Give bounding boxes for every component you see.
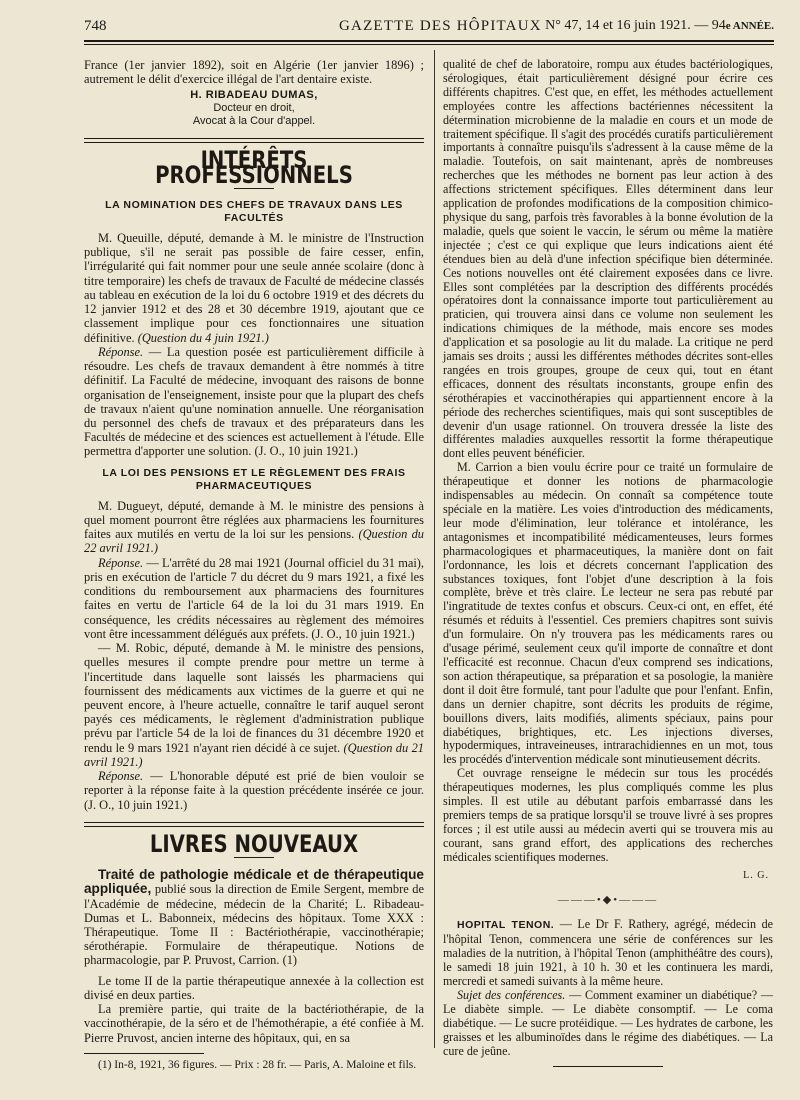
signature-line2: Avocat à la Cour d'appel.: [192, 115, 316, 128]
review-paragraph-2: M. Carrion a bien voulu écrire pour ce traité un formulaire de thérapeutique et donner les notions de pharmacologie indispensables au médecin. On connaît sa compétence toute spéciale en la matière. Les voies d'introduction des médicaments, leur mode d'élimination, leur tolérance et intolérance, les antagonismes et incompatibilité médicamenteuses, leurs formes pharmacologiques et pharmaceutiques, la manière dont on fait l'ordonnance, les lois et décrets concernant l'application des substances toxiques, font l'objet d'une description à la fois complète, brève et très claire. Le lecteur ne sera pas rebuté par l'ingratitude de textes confus et obscurs. Ceux-ci ont, en effet, été résumés et réduits à l'essentiel. Ces premiers chapitres sont suivis d'un formulaire. On n'y trouvera pas les médicaments rares ou d'usage périmé, seulement ceux qu'il importe de connaître et dont l'efficacité est reconnue. Chacun d'eux comprend ses indications, son action thérapeutique, sa préparation et sa posologie, la manière dont il doit être formulé, tant pour l'adulte que pour l'enfant. Enfin, dans un dernier chapitre, sont décrits les produits de régime, bouillons divers, laits modifiés, aliments spéciaux, pains pour diabétiques, brightiques, etc. Les injections diverses, hypodermiques, intraveineuses, intrarachidiennes en un mot, tous les procédés d'intervention médicale sont minutieusement décrits.: [443, 460, 773, 767]
book-paragraph-1: Le tome II de la partie thérapeutique annexée à la collection est divisé en deux parties.: [84, 973, 424, 1002]
article-title-pensions: LA LOI DES PENSIONS ET LE RÈGLEMENT DES FRAIS PHARMACEUTIQUES: [102, 466, 406, 492]
article2-response: [84, 556, 424, 641]
right-column: [443, 58, 773, 1067]
book-paragraph-2: La première partie, qui traite de la bactériothérapie, de la vaccinothérapie, de la séro et de l'hémothérapie, a été confiée à M. Pierre Pruvost, ancien interne des hôpitaux, qui, en sa: [84, 1002, 424, 1045]
article1-response: [84, 345, 424, 459]
conference-label: Sujet des conférences.: [457, 987, 566, 1002]
ornament-divider: ———•◆•———: [557, 894, 659, 907]
book-entry: [84, 868, 424, 968]
journal-title: GAZETTE DES HÔPITAUX: [339, 18, 542, 34]
article3-response-text: — L'honorable député est prié de bien vouloir se reporter à la réponse faite à la question précédente insérée ce jour. (J. O., 10 juin 1921.): [84, 769, 424, 812]
footnote-rule: [84, 1053, 204, 1054]
header-rule-thin: [84, 44, 774, 45]
issue-suffix: e ANNÉE.: [725, 20, 774, 32]
article-title-chefs-travaux: LA NOMINATION DES CHEFS DE TRAVAUX DANS LES FACULTÉS: [105, 198, 403, 224]
conference-topics: [443, 989, 773, 1059]
issue-info: [545, 18, 774, 34]
column-divider: [434, 50, 435, 1048]
article3-question: [84, 641, 424, 769]
book-note-ref: (1): [282, 953, 298, 968]
hopital-tenon-notice: [443, 918, 773, 989]
review-initials: L. G.: [743, 869, 769, 881]
book-description: publié sous la direction de Emile Sergent, membre de l'Académie de médecine, médecin de la Charité; L. Ribadeau-Dumas et L. Babonneix, médecins des hôpitaux. Tome XXX : Thérapeutique. Tome II : Bactériothérapie, vaccinothérapie; sérothérapie. Formulaire de thérapeutique. Notions de pharmacologie, par P. Pruvost, Carrion.: [84, 882, 424, 968]
end-rule: [553, 1066, 663, 1067]
section-rule-2: [84, 822, 424, 827]
intro-paragraph: France (1er janvier 1892), soit en Algérie (1er janvier 1896) ; autrement le délit d'exercice illégal de l'art dentaire existe.: [84, 58, 424, 87]
signature-name: H. RIBADEAU DUMAS,: [190, 89, 318, 102]
section-rule: [84, 138, 424, 143]
article3-response: [84, 769, 424, 812]
left-column: [84, 58, 424, 1072]
article2-response-text: — L'arrêté du 28 mai 1921 (Journal officiel du 31 mai), pris en exécution de l'article 7 du décret du 9 mars 1921, a fixé les conditions du remboursement aux pharmaciens des fournitures faites en vertu de l'article 64 de la loi du 31 mars 1919. En conséquence, les crédits nécessaires au règlement des mémoires vont être incessamment délégués aux préfets. (J. O., 10 juin 1921.): [84, 555, 424, 641]
article1-response-text: — La question posée est particulièrement difficile à résoudre. Les chefs de travaux demandent à être nommés à titre définitif. La Faculté de médecine, invoquant des raisons de bonne organisation de l'enseignement, insiste pour que la plupart des chefs de travaux n'aient qu'une nomination annuelle. Une réorganisation du personnel des chefs de travaux et des préparateurs dans les Facultés de médecine et des sciences est actuellement à l'étude. Elle permettra d'apporter une solution. (J. O., 10 juin 1921.): [84, 344, 424, 459]
article1-question-ref: (Question du 4 juin 1921.): [137, 330, 269, 345]
page-header: [84, 18, 774, 40]
section-title-livres: LIVRES NOUVEAUX: [149, 829, 359, 858]
article2-question: [84, 499, 424, 556]
article3-response-label: Réponse.: [98, 769, 144, 784]
article1-question-text: M. Queuille, député, demande à M. le ministre de l'Instruction publique, s'il ne serait pas possible de faire cesser, enfin, l'irrégularité qui fait nommer pour une seule année scolaire (donc à titre temporaire) les chefs de travaux de Faculté de médecine classés au tableau en exécution de la loi du 6 octobre 1919 et des décrets du 12 janvier 1912 et des 28 et 30 décembre 1919, ajoutant que ce classement implique pour ces fonctionnaires une situation définitive.: [84, 230, 424, 345]
review-paragraph-1: qualité de chef de laboratoire, rompu aux études bactériologiques, sérologiques, était particulièrement désigné pour écrire ces différents chapitres. C'est que, en effet, les méthodes actuellement employées contre les affections bactériennes nécessitent la détermination microbienne de la maladie en cours et un mode de traitement spécifique. Il s'agit des procédés curatifs particulièrement importants à connaître puisqu'ils s'adressent à la cause même de la maladie. Toutefois, on sait maintenant, après de nombreuses recherches que les méthodes ne bornent pas leur action à des affections strictement spécifiques. Elles déterminent dans leur application de profondes modifications de la composition chimico-physique du sang, parfois très favorables à la bonne évolution de la maladie, quels que soient le vaccin, le sérum ou même la matière injectée ; c'est ce qui explique que leurs indications aient été étendues bien au delà d'une infection spécifique bien déterminée. Ces notions nouvelles ont été clairement exposées dans ce livre. Elles sont complétées par la description des différents procédés opératoires dont la connaissance importe tout particulièrement au praticien, qui trouvera ainsi dans ce volume non seulement les indications chimiques de la méthode, mais encore ses modes d'application et sa posologie au lit du malade. La critique ne perd jamais ses droits ; aussi les différentes méthodes décrites sont-elles rangées en trois groupes, groupe de ceux qui, tout en étant efficaces, donnent des résultats inconstants, groupe enfin des sérothérapies et vaccinothérapies qui appartiennent encore à la période des recherches scientifiques, mais qui sont susceptibles de devenir d'un usage rationnel. On trouvera dressée la liste des différentes maladies auxquelles ressortit la forme thérapeutique dont elles peuvent bénéficier.: [443, 57, 773, 461]
page-number: 748: [84, 18, 107, 34]
article1-response-label: Réponse.: [98, 344, 144, 359]
section-title-interets: INTÉRÊTS PROFESSIONNELS: [155, 146, 353, 189]
review-paragraph-3: Cet ouvrage renseigne le médecin sur tous les procédés thérapeutiques modernes, les plus compliqués comme les plus simples. Il est utile au débutant parfois embarrassé dans les premiers temps de sa pratique lorsqu'il se trouve livré à ses propres forces ; il est utile aussi au médecin averti qui se trouvera mis au courant, sans grand effort, des applications des recherches médicales scientifiques modernes.: [443, 766, 773, 864]
hopital-tenon-text: — Le Dr F. Rathery, agrégé, médecin de l'hôpital Tenon, commencera une série de conférences sur les maladies de la nutrition, à l'hôpital Tenon (amphithéâtre des cours), le samedi 18 juin 1921, à 10 h. 30 et les continuera les mardi, mercredi et samedi suivants à la même heure.: [443, 917, 773, 988]
article2-response-label: Réponse.: [98, 555, 144, 570]
article2-question-text: M. Dugueyt, député, demande à M. le ministre des pensions à quel moment pourront être réglées aux pharmaciens les fournitures faites aux mutilés en vertu de la loi sur les pensions.: [84, 498, 424, 542]
article3-question-ref: (Question du 21 avril 1921.): [84, 740, 424, 769]
article1-question: [84, 231, 424, 345]
footnote: (1) In-8, 1921, 36 figures. — Prix : 28 fr. — Paris, A. Maloine et fils.: [98, 1058, 417, 1071]
article3-question-text: — M. Robic, député, demande à M. le ministre des pensions, quelles mesures il compte prendre pour mettre un terme à l'incertitude dans laquelle sont laissés les pharmaciens qui fournissent des médicaments aux victimes de la guerre et qui ne peuvent encore, à l'heure actuelle, connaître le tarif auquel seront payés ces médicaments, le règlement d'administration publique prévu par l'article 54 de la loi de finances du 31 décembre 1920 et rendu le 9 mars 1921 n'ayant rien décidé à ce sujet.: [84, 641, 424, 755]
hopital-tenon-label: HOPITAL TENON.: [457, 919, 555, 932]
issue-text: N° 47, 14 et 16 juin 1921. — 94: [545, 18, 726, 33]
conference-text: — Comment examiner un diabétique? — Le diabète simple. — Le diabète consomptif. — Le coma diabétique. — Le sucre protéidique. — Les hydrates de carbone, les graisses et les albuminoïdes dans le régime des diabétiques. — La cure de jeûne.: [443, 987, 773, 1058]
article2-question-ref: (Question du 22 avril 1921.): [84, 527, 424, 556]
header-rule: [84, 40, 774, 42]
signature-line1: Docteur en droit,: [213, 102, 295, 115]
signature-block: [84, 89, 424, 128]
book-title: Traité de pathologie médicale et de thérapeutique appliquée,: [84, 867, 424, 897]
